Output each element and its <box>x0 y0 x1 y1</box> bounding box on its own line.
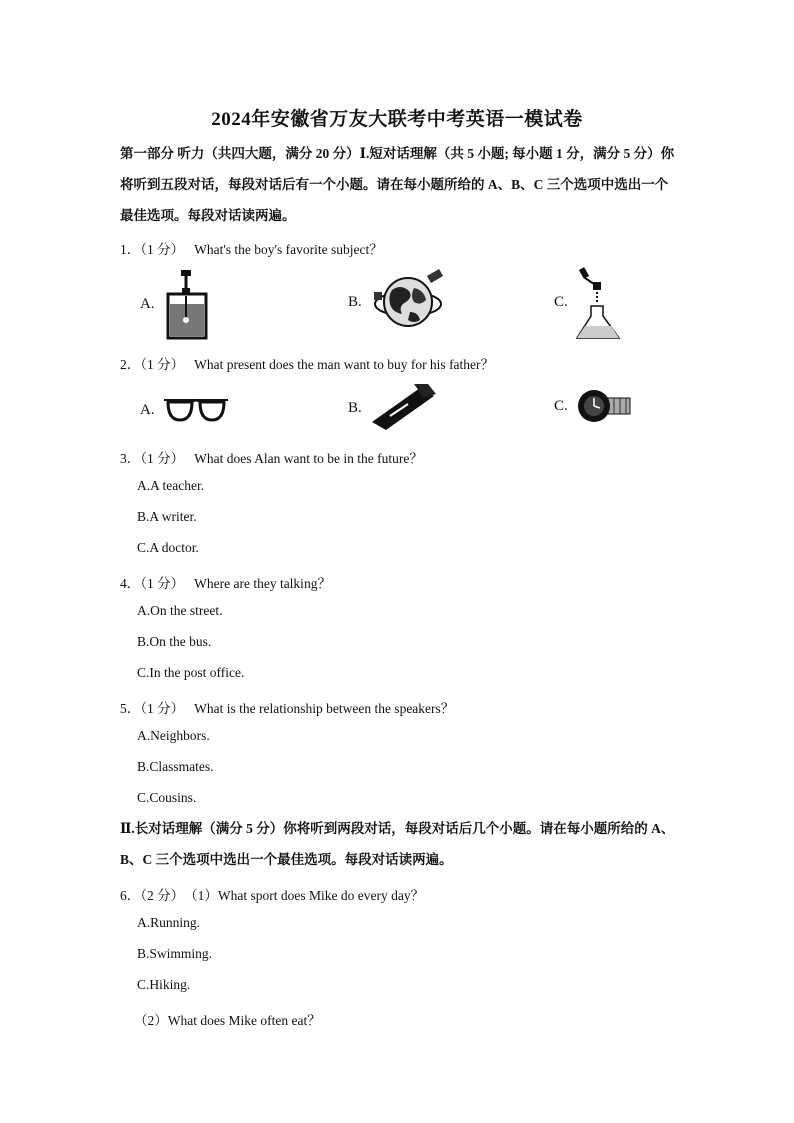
q2-option-b-label: B. <box>348 400 362 416</box>
q6-option-c: C.Hiking. <box>137 977 191 992</box>
glasses-icon <box>162 392 230 426</box>
question-text: What present does the man want to buy for his father？ <box>194 357 495 372</box>
q3-option-a: A.A teacher. <box>137 478 205 493</box>
question-6 <box>120 884 424 904</box>
question-number: 2．（1 分） <box>120 357 185 372</box>
q2-option-c-label: C. <box>554 398 568 414</box>
part1-intro: 第一部分 听力（共四大题，满分 20 分）Ⅰ.短对话理解（共 5 小题; 每小题 1 分，满分 5 分）你将听到五段对话，每段对话后有一个小题。请在每小题所给的 A、B、C 三个选项中选出一个最佳选项。每段对话读两遍。 <box>120 146 675 223</box>
q1-option-b-label: B. <box>348 294 362 310</box>
q6-option-a: A.Running. <box>137 915 201 930</box>
question-1 <box>120 238 383 258</box>
question-3 <box>120 447 423 467</box>
question-5 <box>120 697 454 717</box>
q5-option-b: B.Classmates. <box>137 759 214 774</box>
question-2 <box>120 353 494 373</box>
q4-option-a: A.On the street. <box>137 603 223 618</box>
q4-option-b: B.On the bus. <box>137 634 212 649</box>
question-number: 1．（1 分） <box>120 242 185 257</box>
q3-option-c: C.A doctor. <box>137 540 199 555</box>
section-2-intro: Ⅱ.长对话理解（满分 5 分）你将听到两段对话，每段对话后几个小题。请在每小题所给的 A、B、C 三个选项中选出一个最佳选项。每段对话读两遍。 <box>120 821 675 867</box>
question-number: 3．（1 分） <box>120 451 185 466</box>
question-sub-1: （1）What sport does Mike do every day？ <box>184 888 425 903</box>
question-number: 5．（1 分） <box>120 701 185 716</box>
page-title: 2024年安徽省万友大联考中考英语一模试卷 <box>211 109 583 130</box>
question-text: What is the relationship between the speakers？ <box>194 701 455 716</box>
flask-icon <box>575 264 627 342</box>
q5-option-c: C.Cousins. <box>137 790 197 805</box>
globe-icon <box>370 268 450 334</box>
q1-option-a-label: A. <box>140 296 155 312</box>
question-text: What does Alan want to be in the future？ <box>194 451 423 466</box>
tie-icon <box>368 382 438 432</box>
watch-icon <box>574 388 632 424</box>
q1-option-c-label: C. <box>554 294 568 310</box>
question-text: Where are they talking？ <box>194 576 331 591</box>
q4-option-c: C.In the post office. <box>137 665 245 680</box>
beaker-icon <box>163 268 211 340</box>
question-4 <box>120 572 331 592</box>
question-text: What's the boy's favorite subject？ <box>194 242 383 257</box>
question-number: 6．（2 分） <box>120 888 185 903</box>
q2-option-a-label: A. <box>140 402 155 418</box>
q5-option-a: A.Neighbors. <box>137 728 210 743</box>
question-number: 4．（1 分） <box>120 576 185 591</box>
question-sub-2: （2）What does Mike often eat？ <box>134 1013 321 1028</box>
q3-option-b: B.A writer. <box>137 509 197 524</box>
q6-option-b: B.Swimming. <box>137 946 213 961</box>
